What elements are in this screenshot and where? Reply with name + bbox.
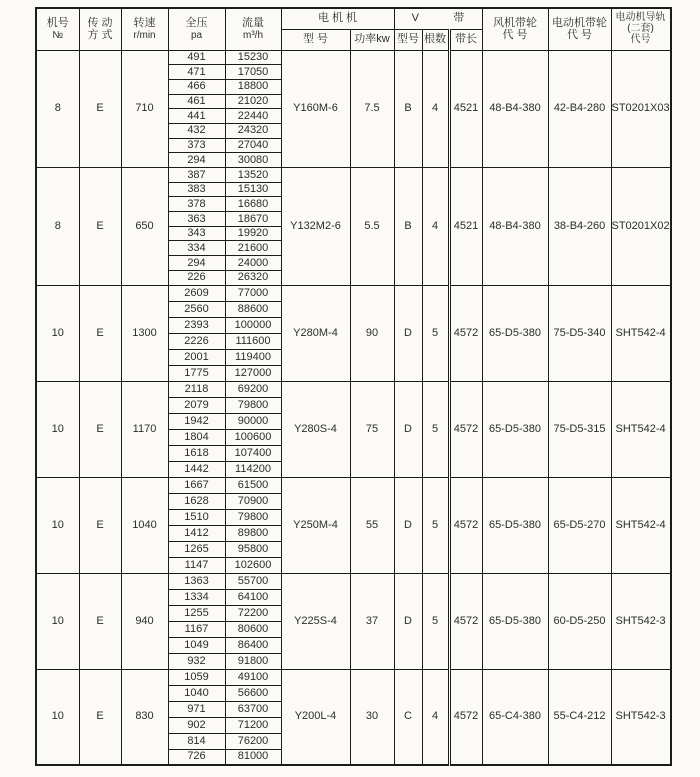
cell-machine-no: 8	[36, 50, 79, 168]
cell-speed: 710	[121, 50, 168, 168]
cell-motor-power: 5.5	[350, 168, 394, 286]
cell-flow: 127000	[225, 365, 281, 381]
cell-belt-type: D	[394, 477, 422, 573]
cell-pressure: 932	[168, 653, 225, 669]
cell-pressure: 1804	[168, 429, 225, 445]
col-header-machine-no	[36, 8, 79, 50]
cell-pressure: 2118	[168, 381, 225, 397]
cell-motor-pulley-code: 75-D5-315	[548, 381, 611, 477]
cell-flow: 79800	[225, 397, 281, 413]
cell-flow: 111600	[225, 333, 281, 349]
cell-motor-pulley-code: 60-D5-250	[548, 573, 611, 669]
cell-fan-pulley-code: 65-D5-380	[482, 477, 548, 573]
cell-flow: 81000	[225, 749, 281, 765]
cell-motor-model: Y280M-4	[281, 285, 350, 381]
cell-belt-length: 4572	[449, 381, 482, 477]
table-row	[36, 381, 671, 397]
cell-drive-mode: E	[79, 285, 121, 381]
cell-machine-no: 10	[36, 477, 79, 573]
col-header-motor-rail-code	[611, 8, 671, 50]
cell-fan-pulley-code: 48-B4-380	[482, 50, 548, 168]
col-header-pressure	[168, 8, 225, 50]
cell-flow: 70900	[225, 493, 281, 509]
cell-pressure: 1618	[168, 445, 225, 461]
col-header-vbelt-group	[394, 8, 482, 29]
cell-flow: 21600	[225, 241, 281, 256]
cell-pressure: 1667	[168, 477, 225, 493]
cell-flow: 64100	[225, 589, 281, 605]
col-header-vbelt-count: 根数	[422, 29, 449, 50]
header-label: 带	[453, 12, 465, 25]
cell-belt-type: D	[394, 285, 422, 381]
cell-flow: 21020	[225, 94, 281, 109]
cell-motor-pulley-code: 38-B4-260	[548, 168, 611, 286]
cell-pressure: 343	[168, 226, 225, 241]
cell-pressure: 814	[168, 733, 225, 749]
cell-pressure: 441	[168, 109, 225, 124]
cell-fan-pulley-code: 65-D5-380	[482, 573, 548, 669]
cell-belt-type: D	[394, 381, 422, 477]
cell-flow: 80600	[225, 621, 281, 637]
header-unit: r/min	[133, 29, 156, 41]
cell-pressure: 2001	[168, 349, 225, 365]
cell-motor-model: Y200L-4	[281, 669, 350, 765]
cell-belt-type: B	[394, 168, 422, 286]
header-label: 全压	[185, 17, 208, 30]
cell-flow: 17050	[225, 65, 281, 80]
header-label: V	[411, 12, 419, 25]
header-label: 机号	[46, 17, 69, 30]
cell-pressure: 294	[168, 256, 225, 271]
cell-motor-pulley-code: 55-C4-212	[548, 669, 611, 765]
cell-flow: 18800	[225, 79, 281, 94]
cell-pressure: 1167	[168, 621, 225, 637]
cell-pressure: 1775	[168, 365, 225, 381]
col-header-vbelt-length: 带长	[449, 29, 482, 50]
cell-motor-model: Y280S-4	[281, 381, 350, 477]
header-label: 代号	[630, 33, 651, 45]
cell-pressure: 1147	[168, 557, 225, 573]
cell-fan-pulley-code: 65-D5-380	[482, 285, 548, 381]
cell-flow: 24000	[225, 256, 281, 271]
cell-flow: 56600	[225, 685, 281, 701]
cell-drive-mode: E	[79, 669, 121, 765]
cell-pressure: 1510	[168, 509, 225, 525]
cell-pressure: 471	[168, 65, 225, 80]
cell-belt-count: 4	[422, 168, 449, 286]
cell-pressure: 971	[168, 701, 225, 717]
cell-drive-mode: E	[79, 381, 121, 477]
col-header-drive-mode	[79, 8, 121, 50]
cell-motor-power: 7.5	[350, 50, 394, 168]
cell-pressure: 2560	[168, 301, 225, 317]
cell-speed: 650	[121, 168, 168, 286]
cell-pressure: 1442	[168, 461, 225, 477]
cell-flow: 13520	[225, 168, 281, 183]
cell-pressure: 363	[168, 212, 225, 227]
table-row	[36, 477, 671, 493]
cell-flow: 114200	[225, 461, 281, 477]
cell-speed: 940	[121, 573, 168, 669]
cell-flow: 88600	[225, 301, 281, 317]
cell-pressure: 1040	[168, 685, 225, 701]
cell-pressure: 294	[168, 153, 225, 168]
cell-machine-no: 10	[36, 381, 79, 477]
cell-pressure: 373	[168, 138, 225, 153]
cell-belt-count: 4	[422, 669, 449, 765]
cell-flow: 69200	[225, 381, 281, 397]
cell-motor-model: Y250M-4	[281, 477, 350, 573]
cell-pressure: 1412	[168, 525, 225, 541]
cell-motor-power: 90	[350, 285, 394, 381]
cell-flow: 24320	[225, 123, 281, 138]
header-label: 电动机导轨	[615, 12, 666, 24]
col-header-motor-pulley-code	[548, 8, 611, 50]
cell-motor-rail-code: SHT542-3	[611, 669, 671, 765]
cell-flow: 95800	[225, 541, 281, 557]
cell-flow: 72200	[225, 605, 281, 621]
cell-motor-power: 55	[350, 477, 394, 573]
cell-flow: 79800	[225, 509, 281, 525]
cell-belt-count: 5	[422, 477, 449, 573]
cell-machine-no: 10	[36, 669, 79, 765]
cell-pressure: 1942	[168, 413, 225, 429]
col-header-vbelt-model: 型号	[394, 29, 422, 50]
cell-pressure: 2609	[168, 285, 225, 301]
cell-machine-no: 10	[36, 285, 79, 381]
cell-motor-pulley-code: 65-D5-270	[548, 477, 611, 573]
cell-belt-length: 4572	[449, 285, 482, 381]
cell-flow: 119400	[225, 349, 281, 365]
cell-flow: 55700	[225, 573, 281, 589]
cell-speed: 1040	[121, 477, 168, 573]
cell-flow: 89800	[225, 525, 281, 541]
cell-pressure: 1049	[168, 637, 225, 653]
cell-motor-rail-code: SHT542-4	[611, 477, 671, 573]
cell-pressure: 1363	[168, 573, 225, 589]
cell-motor-rail-code: ST0201X02	[611, 168, 671, 286]
cell-flow: 107400	[225, 445, 281, 461]
col-header-motor-group: 电 机 机	[281, 8, 394, 29]
cell-flow: 71200	[225, 717, 281, 733]
cell-flow: 102600	[225, 557, 281, 573]
cell-flow: 27040	[225, 138, 281, 153]
cell-belt-count: 4	[422, 50, 449, 168]
cell-flow: 49100	[225, 669, 281, 685]
cell-motor-power: 30	[350, 669, 394, 765]
header-label: (二套)	[627, 22, 654, 34]
cell-drive-mode: E	[79, 168, 121, 286]
cell-machine-no: 8	[36, 168, 79, 286]
cell-flow: 15230	[225, 50, 281, 65]
cell-pressure: 378	[168, 197, 225, 212]
cell-pressure: 902	[168, 717, 225, 733]
cell-pressure: 726	[168, 749, 225, 765]
cell-motor-rail-code: SHT542-4	[611, 381, 671, 477]
table-row	[36, 168, 671, 183]
cell-flow: 22440	[225, 109, 281, 124]
cell-belt-type: D	[394, 573, 422, 669]
cell-flow: 77000	[225, 285, 281, 301]
cell-fan-pulley-code: 65-D5-380	[482, 381, 548, 477]
cell-motor-power: 75	[350, 381, 394, 477]
cell-belt-count: 5	[422, 381, 449, 477]
cell-fan-pulley-code: 65-C4-380	[482, 669, 548, 765]
header-label: 传 动	[87, 16, 113, 29]
table-body	[36, 50, 671, 765]
header-unit: m³/h	[243, 29, 263, 41]
cell-speed: 830	[121, 669, 168, 765]
cell-flow: 18670	[225, 212, 281, 227]
cell-belt-length: 4572	[449, 477, 482, 573]
header-unit: №	[52, 29, 64, 41]
cell-pressure: 461	[168, 94, 225, 109]
cell-pressure: 1628	[168, 493, 225, 509]
cell-flow: 26320	[225, 270, 281, 285]
cell-flow: 61500	[225, 477, 281, 493]
cell-flow: 91800	[225, 653, 281, 669]
cell-belt-length: 4521	[449, 168, 482, 286]
cell-belt-type: B	[394, 50, 422, 168]
cell-motor-model: Y225S-4	[281, 573, 350, 669]
cell-pressure: 1059	[168, 669, 225, 685]
cell-pressure: 491	[168, 50, 225, 65]
cell-motor-power: 37	[350, 573, 394, 669]
cell-belt-type: C	[394, 669, 422, 765]
cell-pressure: 2226	[168, 333, 225, 349]
cell-pressure: 383	[168, 182, 225, 197]
col-header-speed	[121, 8, 168, 50]
cell-motor-pulley-code: 42-B4-280	[548, 50, 611, 168]
cell-motor-model: Y132M2-6	[281, 168, 350, 286]
cell-belt-count: 5	[422, 285, 449, 381]
cell-flow: 16680	[225, 197, 281, 212]
col-header-motor-power: 功率kw	[350, 29, 394, 50]
cell-motor-rail-code: SHT542-3	[611, 573, 671, 669]
header-label: 风机带轮	[493, 16, 537, 29]
header-label: 代 号	[502, 29, 528, 42]
header-label: 方 式	[87, 29, 113, 42]
cell-pressure: 1334	[168, 589, 225, 605]
col-header-flow	[225, 8, 281, 50]
cell-belt-length: 4521	[449, 50, 482, 168]
cell-belt-length: 4572	[449, 573, 482, 669]
cell-pressure: 2393	[168, 317, 225, 333]
cell-pressure: 1265	[168, 541, 225, 557]
cell-belt-count: 5	[422, 573, 449, 669]
header-label: 流量	[242, 17, 264, 30]
cell-flow: 100600	[225, 429, 281, 445]
cell-motor-model: Y160M-6	[281, 50, 350, 168]
cell-drive-mode: E	[79, 477, 121, 573]
table-row	[36, 669, 671, 685]
cell-pressure: 1255	[168, 605, 225, 621]
cell-pressure: 226	[168, 270, 225, 285]
cell-belt-length: 4572	[449, 669, 482, 765]
table-header	[36, 8, 671, 50]
table-row	[36, 573, 671, 589]
cell-drive-mode: E	[79, 50, 121, 168]
header-label: 电动机带轮	[552, 16, 607, 29]
cell-fan-pulley-code: 48-B4-380	[482, 168, 548, 286]
spec-table	[35, 7, 672, 766]
cell-speed: 1170	[121, 381, 168, 477]
cell-flow: 19920	[225, 226, 281, 241]
cell-pressure: 432	[168, 123, 225, 138]
cell-motor-rail-code: SHT542-4	[611, 285, 671, 381]
col-header-motor-model: 型 号	[281, 29, 350, 50]
cell-flow: 76200	[225, 733, 281, 749]
cell-flow: 100000	[225, 317, 281, 333]
cell-motor-rail-code: ST0201X03	[611, 50, 671, 168]
cell-pressure: 2079	[168, 397, 225, 413]
table-row	[36, 285, 671, 301]
cell-pressure: 334	[168, 241, 225, 256]
cell-flow: 86400	[225, 637, 281, 653]
cell-flow: 15130	[225, 182, 281, 197]
col-header-fan-pulley-code	[482, 8, 548, 50]
cell-machine-no: 10	[36, 573, 79, 669]
header-unit: pa	[190, 29, 203, 41]
cell-flow: 63700	[225, 701, 281, 717]
cell-speed: 1300	[121, 285, 168, 381]
table-row	[36, 50, 671, 65]
cell-pressure: 387	[168, 168, 225, 183]
cell-pressure: 466	[168, 79, 225, 94]
header-label: 转速	[133, 17, 156, 30]
cell-flow: 90000	[225, 413, 281, 429]
header-label: 代 号	[566, 29, 593, 42]
cell-drive-mode: E	[79, 573, 121, 669]
cell-motor-pulley-code: 75-D5-340	[548, 285, 611, 381]
cell-flow: 30080	[225, 153, 281, 168]
